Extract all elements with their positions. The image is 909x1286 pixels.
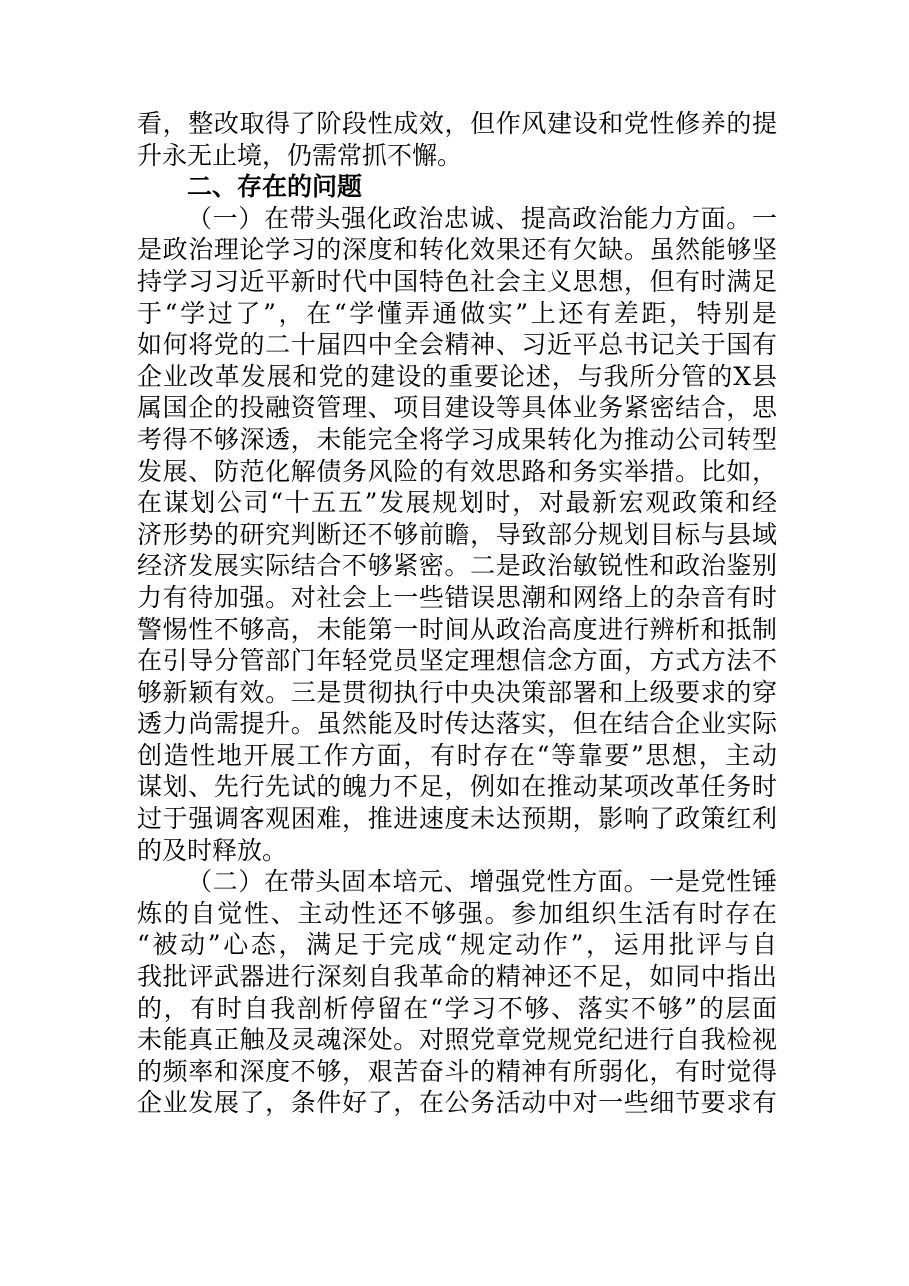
text-line: 如何将党的二十届四中全会精神、习近平总书记关于国有 xyxy=(137,330,777,360)
text-line: 在谋划公司“十五五”发展规划时，对最新宏观政策和经 xyxy=(137,488,777,518)
text-line: 的频率和深度不够，艰苦奋斗的精神有所弱化，有时觉得 xyxy=(137,1056,777,1086)
text-line: 看，整改取得了阶段性成效，但作风建设和党性修养的提 xyxy=(137,109,777,138)
section-heading: 二、存在的问题 xyxy=(187,172,363,202)
text-line: 属国企的投融资管理、项目建设等具体业务紧密结合，思 xyxy=(137,393,777,423)
text-line: （一）在带头强化政治忠诚、提高政治能力方面。一 xyxy=(187,203,777,233)
text-line: 过于强调客观困难，推进速度未达预期，影响了政策红利 xyxy=(137,804,777,834)
text-line: 是政治理论学习的深度和转化效果还有欠缺。虽然能够坚 xyxy=(137,235,777,265)
text-line: 谋划、先行先试的魄力不足，例如在推动某项改革任务时 xyxy=(137,772,777,802)
text-line: 透力尚需提升。虽然能及时传达落实，但在结合企业实际 xyxy=(137,709,777,739)
text-line: 未能真正触及灵魂深处。对照党章党规党纪进行自我检视 xyxy=(137,1025,777,1055)
text-line: 我批评武器进行深刻自我革命的精神还不足，如同中指出 xyxy=(137,962,777,992)
text-line: 发展、防范化解债务风险的有效思路和务实举措。比如， xyxy=(137,456,777,486)
text-line: 经济发展实际结合不够紧密。二是政治敏锐性和政治鉴别 xyxy=(137,551,777,581)
text-line: 够新颖有效。三是贯彻执行中央决策部署和上级要求的穿 xyxy=(137,677,777,707)
text-line: 创造性地开展工作方面，有时存在“等靠要”思想，主动 xyxy=(137,740,777,770)
document-body xyxy=(137,108,777,1119)
text-line: 济形势的研究判断还不够前瞻，导致部分规划目标与县域 xyxy=(137,519,777,549)
text-line: 力有待加强。对社会上一些错误思潮和网络上的杂音有时 xyxy=(137,582,777,612)
text-line: 升永无止境，仍需常抓不懈。 xyxy=(137,140,463,170)
text-line: 炼的自觉性、主动性还不够强。参加组织生活有时存在 xyxy=(137,898,777,928)
text-line: 持学习习近平新时代中国特色社会主义思想，但有时满足 xyxy=(137,266,777,296)
text-line: 的，有时自我剖析停留在“学习不够、落实不够”的层面 xyxy=(137,993,777,1023)
text-line: （二）在带头固本培元、增强党性方面。一是党性锤 xyxy=(187,867,777,897)
text-line: 考得不够深透，未能完全将学习成果转化为推动公司转型 xyxy=(137,424,777,454)
text-line: 警惕性不够高，未能第一时间从政治高度进行辨析和抵制 xyxy=(137,614,777,644)
text-line: 于“学过了”，在“学懂弄通做实”上还有差距，特别是 xyxy=(137,298,777,328)
text-line: 企业发展了，条件好了，在公务活动中对一些细节要求有 xyxy=(137,1088,777,1118)
text-line: 在引导分管部门年轻党员坚定理想信念方面，方式方法不 xyxy=(137,646,777,676)
text-line: 的及时释放。 xyxy=(137,835,288,865)
text-line: “被动”心态，满足于完成“规定动作”，运用批评与自 xyxy=(137,930,777,960)
text-line: 企业改革发展和党的建设的重要论述，与我所分管的X县 xyxy=(137,361,777,391)
